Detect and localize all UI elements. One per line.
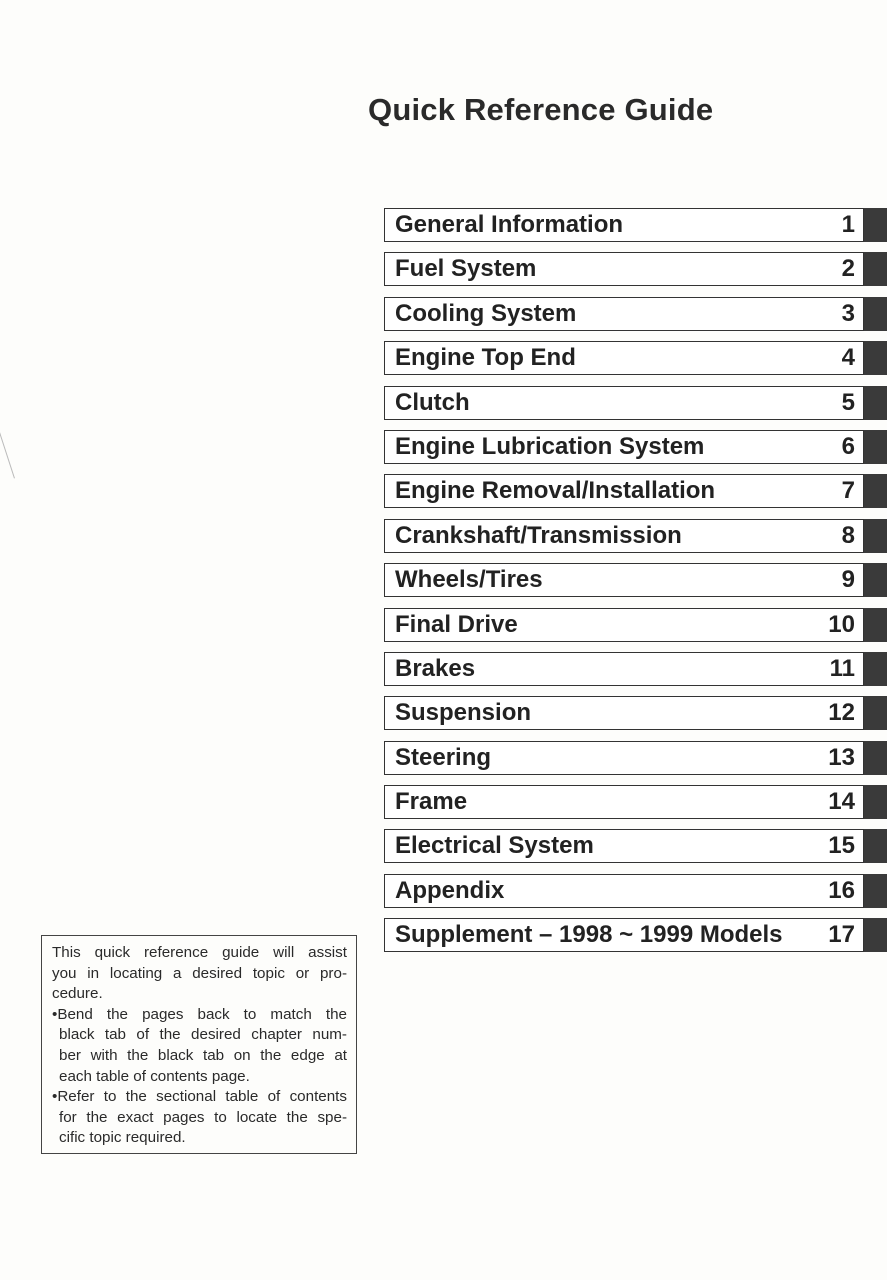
chapter-row[interactable]	[384, 785, 887, 819]
chapter-number: 2	[841, 255, 855, 283]
chapter-row[interactable]	[384, 341, 887, 375]
chapter-label: Final Drive	[395, 610, 518, 638]
chapter-label: Clutch	[395, 388, 470, 416]
chapter-number: 12	[828, 699, 855, 727]
chapter-label: Suspension	[395, 699, 532, 727]
note-line: cific topic required.	[59, 1129, 186, 1147]
note-line: This quick reference guide will assist	[52, 944, 347, 961]
chapter-label: Crankshaft/Transmission	[395, 521, 682, 549]
chapter-label: Brakes	[395, 654, 476, 682]
chapter-box[interactable]	[384, 696, 864, 730]
chapter-label: General Information	[395, 211, 624, 238]
chapter-box[interactable]	[384, 519, 864, 553]
note-line: for the exact pages to locate the spe-	[59, 1108, 347, 1126]
chapter-row[interactable]	[384, 563, 887, 597]
chapter-black-tab	[864, 829, 887, 863]
chapter-black-tab	[864, 519, 887, 553]
chapter-black-tab	[864, 252, 887, 286]
chapter-label: Wheels/Tires	[395, 566, 543, 594]
chapter-black-tab	[864, 696, 887, 730]
chapter-number: 10	[828, 610, 855, 638]
chapter-black-tab	[864, 563, 887, 597]
chapter-box[interactable]	[384, 386, 864, 420]
chapter-box[interactable]	[384, 563, 864, 597]
chapter-box[interactable]	[384, 608, 864, 642]
scan-mark	[0, 428, 24, 479]
chapter-label: Steering	[395, 743, 492, 771]
chapter-black-tab	[864, 918, 887, 952]
chapter-black-tab	[864, 386, 887, 420]
chapter-number: 14	[828, 788, 855, 816]
chapter-label: Supplement – 1998 ~ 1999 Models	[395, 921, 783, 949]
chapter-box[interactable]	[384, 341, 864, 375]
chapter-black-tab	[864, 208, 887, 242]
chapter-row[interactable]	[384, 829, 887, 863]
chapter-number: 6	[841, 432, 855, 460]
chapter-row[interactable]	[384, 652, 887, 686]
chapter-row[interactable]	[384, 386, 887, 420]
chapter-box[interactable]	[384, 829, 864, 863]
note-line: ber with the black tab on the edge at	[59, 1046, 347, 1064]
chapter-number: 8	[841, 521, 855, 549]
chapter-label: Electrical System	[395, 832, 594, 860]
note-line: you in locating a desired topic or pro-	[52, 964, 347, 982]
chapter-label: Cooling System	[395, 299, 577, 327]
chapter-box[interactable]	[384, 741, 864, 775]
note-line: •Refer to the sectional table of contents	[52, 1088, 347, 1106]
note-line: •Bend the pages back to match the	[52, 1005, 347, 1023]
chapter-row[interactable]	[384, 519, 887, 553]
chapter-row[interactable]	[384, 696, 887, 730]
chapter-number: 1	[841, 211, 855, 238]
chapter-label: Engine Top End	[395, 344, 576, 372]
chapter-black-tab	[864, 430, 887, 464]
chapter-row[interactable]	[384, 297, 887, 331]
chapter-black-tab	[864, 741, 887, 775]
chapter-black-tab	[864, 341, 887, 375]
chapter-black-tab	[864, 297, 887, 331]
note-line: black tab of the desired chapter num-	[59, 1026, 347, 1044]
chapter-black-tab	[864, 608, 887, 642]
chapter-row[interactable]	[384, 474, 887, 508]
chapter-row[interactable]	[384, 874, 887, 908]
chapter-number: 5	[841, 388, 855, 416]
chapter-label: Engine Lubrication System	[395, 432, 705, 460]
chapter-label: Fuel System	[395, 255, 537, 283]
chapter-number: 13	[828, 743, 855, 771]
chapter-label: Frame	[395, 788, 468, 816]
chapter-number: 16	[828, 876, 855, 904]
chapter-box[interactable]	[384, 785, 864, 819]
chapter-box[interactable]	[384, 297, 864, 331]
chapter-list	[384, 208, 887, 952]
chapter-number: 4	[841, 344, 855, 372]
chapter-box[interactable]	[384, 208, 864, 242]
chapter-row[interactable]	[384, 918, 887, 952]
usage-note-box	[41, 935, 357, 1154]
chapter-black-tab	[864, 874, 887, 908]
page-title: Quick Reference Guide	[368, 92, 714, 127]
chapter-row[interactable]	[384, 430, 887, 464]
chapter-row[interactable]	[384, 741, 887, 775]
note-line: cedure.	[52, 985, 103, 1003]
chapter-box[interactable]	[384, 918, 864, 952]
chapter-box[interactable]	[384, 474, 864, 508]
note-line: each table of contents page.	[59, 1067, 250, 1085]
chapter-box[interactable]	[384, 430, 864, 464]
chapter-number: 17	[828, 921, 855, 949]
chapter-row[interactable]	[384, 252, 887, 286]
chapter-number: 7	[841, 477, 855, 505]
chapter-label: Engine Removal/Installation	[395, 477, 716, 505]
chapter-number: 3	[841, 299, 855, 327]
chapter-box[interactable]	[384, 874, 864, 908]
chapter-black-tab	[864, 474, 887, 508]
chapter-box[interactable]	[384, 652, 864, 686]
chapter-box[interactable]	[384, 252, 864, 286]
chapter-black-tab	[864, 785, 887, 819]
chapter-label: Appendix	[395, 876, 505, 904]
chapter-black-tab	[864, 652, 887, 686]
chapter-number: 9	[841, 566, 855, 594]
chapter-row[interactable]	[384, 208, 887, 242]
chapter-row[interactable]	[384, 608, 887, 642]
chapter-number: 15	[828, 832, 855, 860]
chapter-number: 11	[829, 654, 855, 682]
